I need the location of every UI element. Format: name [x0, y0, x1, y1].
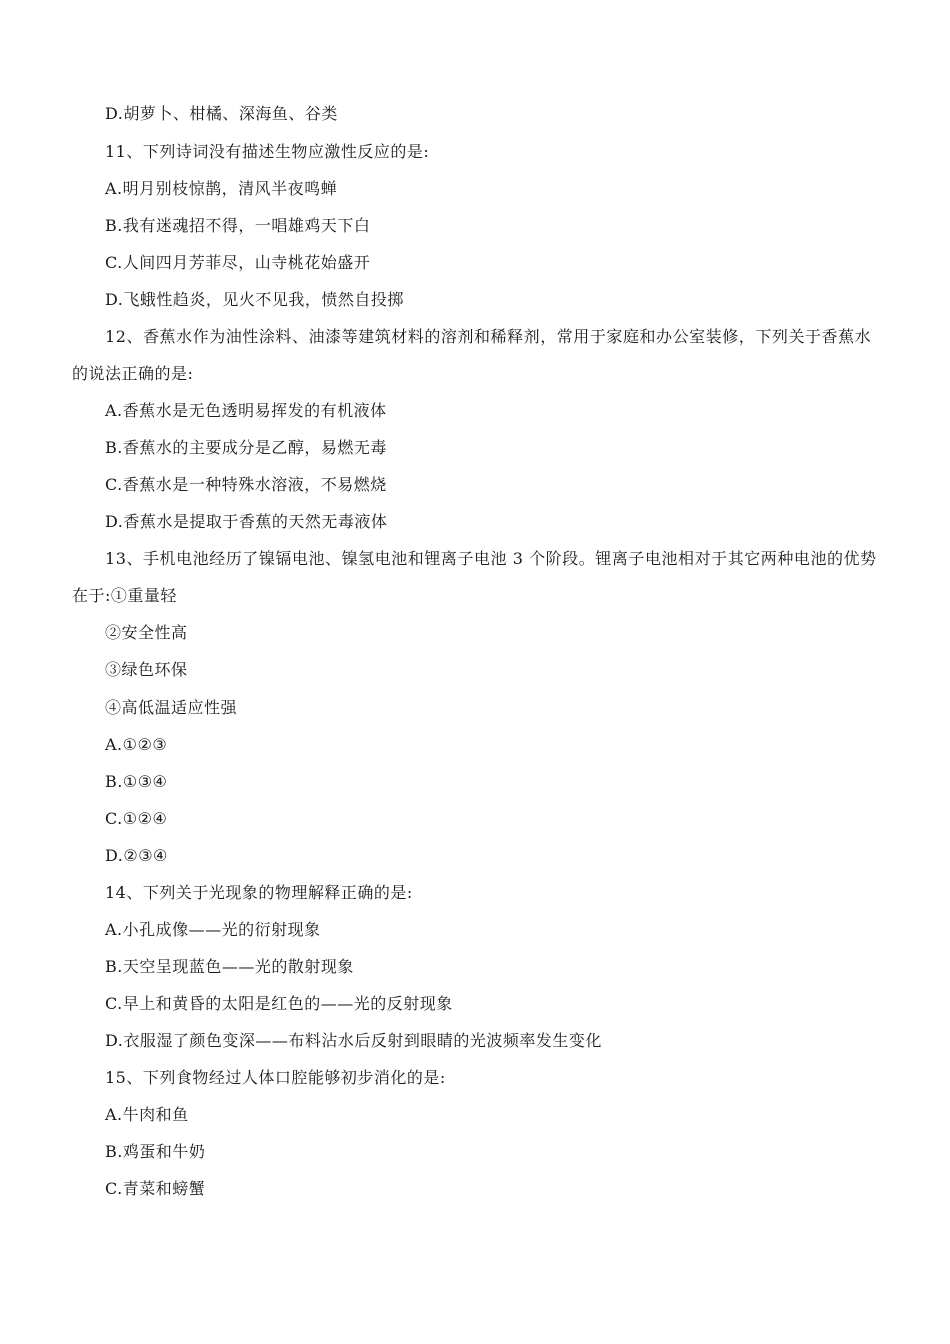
question-13-line-2: 在于:①重量轻 — [72, 586, 177, 605]
option-12-b: B.香蕉水的主要成分是乙醇，易燃无毒 — [105, 438, 387, 457]
option-15-c: C.青菜和螃蟹 — [105, 1179, 206, 1198]
option-11-c: C.人间四月芳菲尽，山寺桃花始盛开 — [105, 253, 371, 272]
question-12-line-1: 12、香蕉水作为油性涂料、油漆等建筑材料的溶剂和稀释剂，常用于家庭和办公室装修，下列关于香蕉水 — [105, 327, 872, 346]
question-13-item-2: ②安全性高 — [105, 623, 188, 642]
question-13-line-1: 13、手机电池经历了镍镉电池、镍氢电池和锂离子电池 3 个阶段。锂离子电池相对于其它两种电池的优势 — [105, 549, 877, 568]
option-14-d: D.衣服湿了颜色变深——布料沾水后反射到眼睛的光波频率发生变化 — [105, 1031, 602, 1050]
option-12-a: A.香蕉水是无色透明易挥发的有机液体 — [105, 401, 387, 420]
option-13-c: C.①②④ — [105, 809, 168, 828]
option-11-d: D.飞蛾性趋炎，见火不见我，愤然自投掷 — [105, 290, 404, 309]
option-15-b: B.鸡蛋和牛奶 — [105, 1142, 206, 1161]
question-11: 11、下列诗词没有描述生物应激性反应的是: — [105, 142, 430, 161]
question-13-item-3: ③绿色环保 — [105, 660, 188, 679]
option-15-a: A.牛肉和鱼 — [105, 1105, 189, 1124]
question-14: 14、下列关于光现象的物理解释正确的是: — [105, 883, 413, 902]
option-12-d: D.香蕉水是提取于香蕉的天然无毒液体 — [105, 512, 388, 531]
option-13-a: A.①②③ — [105, 735, 168, 754]
question-13-item-4: ④高低温适应性强 — [105, 698, 238, 717]
option-14-c: C.早上和黄昏的太阳是红色的——光的反射现象 — [105, 994, 453, 1013]
option-14-a: A.小孔成像——光的衍射现象 — [105, 920, 321, 939]
option-12-c: C.香蕉水是一种特殊水溶液，不易燃烧 — [105, 475, 387, 494]
option-11-a: A.明月别枝惊鹊，清风半夜鸣蝉 — [105, 179, 338, 198]
option-11-b: B.我有迷魂招不得，一唱雄鸡天下白 — [105, 216, 371, 235]
question-15: 15、下列食物经过人体口腔能够初步消化的是: — [105, 1068, 446, 1087]
option-14-b: B.天空呈现蓝色——光的散射现象 — [105, 957, 354, 976]
option-10-d: D.胡萝卜、柑橘、深海鱼、谷类 — [105, 104, 338, 123]
option-13-d: D.②③④ — [105, 846, 168, 865]
option-13-b: B.①③④ — [105, 772, 168, 791]
question-12-line-2: 的说法正确的是: — [72, 364, 194, 383]
